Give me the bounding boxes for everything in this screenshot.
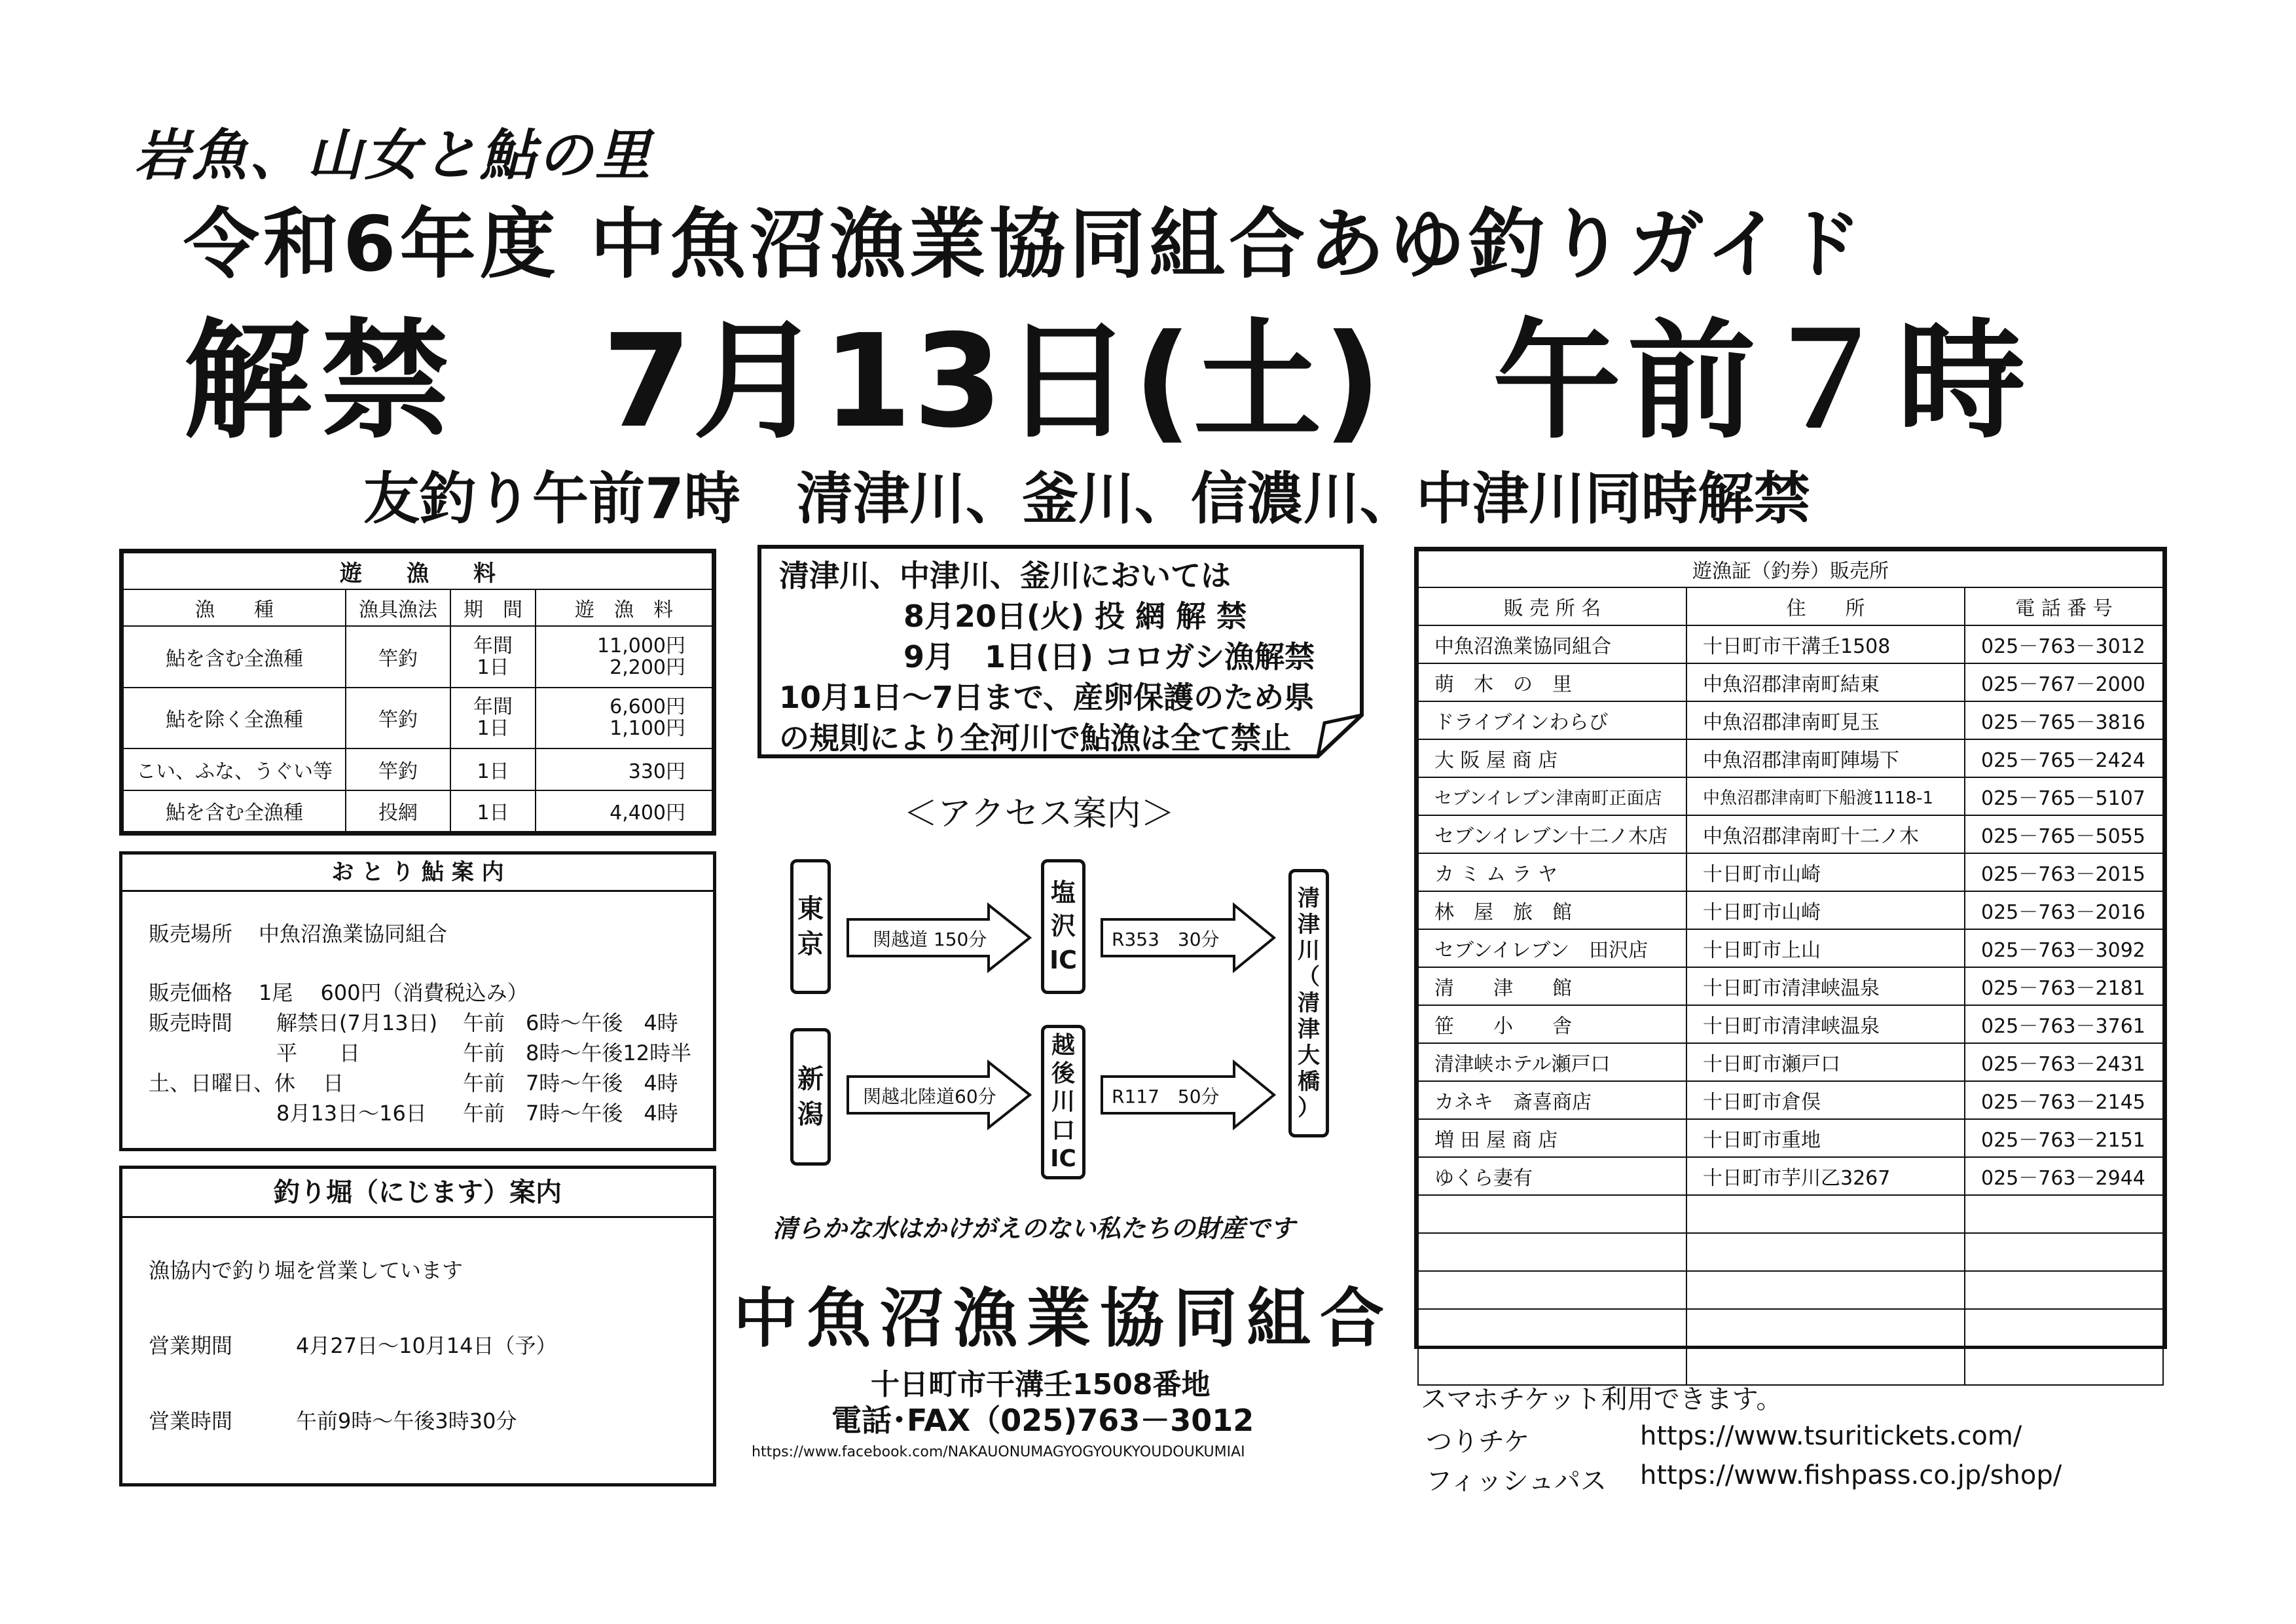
shop-name: 中魚沼漁業協同組合 xyxy=(1418,625,1686,663)
shop-address: 十日町市瀬戸口 xyxy=(1686,1043,1965,1081)
shop-name: 増 田 屋 商 店 xyxy=(1418,1119,1686,1157)
table-row xyxy=(123,626,712,688)
shops-title: 遊漁証（釣券）販売所 xyxy=(1418,551,2163,587)
table-row xyxy=(1418,1043,2163,1081)
fee: 1,100円 xyxy=(610,717,685,741)
tsuribori-title: 釣り堀（にじます）案内 xyxy=(122,1169,713,1218)
notice-text xyxy=(779,555,1315,758)
hours-time: 午前 8時～午後12時半 xyxy=(463,1041,692,1065)
shop-address: 中魚沼郡津南町陣場下 xyxy=(1686,739,1965,777)
fee: 330円 xyxy=(536,748,712,790)
char: 津 xyxy=(1298,1016,1320,1043)
fee: 6,600円 xyxy=(610,695,685,719)
table-row xyxy=(1418,815,2163,853)
shop-name: カ ミ ム ラ ヤ xyxy=(1418,853,1686,891)
hours-day: 8月13日～16日 xyxy=(276,1101,427,1126)
shop-name: セブンイレブン十二ノ木店 xyxy=(1418,815,1686,853)
method: 投網 xyxy=(346,790,450,832)
shop-address: 中魚沼郡津南町結東 xyxy=(1686,663,1965,701)
hours-time: 午前 7時～午後 4時 xyxy=(463,1071,678,1096)
otori-title: お と り 鮎 案 内 xyxy=(122,855,713,892)
hours-time: 午前 7時～午後 4時 xyxy=(463,1101,678,1126)
table-row xyxy=(123,748,712,790)
shop-address: 十日町市倉俣 xyxy=(1686,1081,1965,1119)
shop-name: セブンイレブン 田沢店 xyxy=(1418,929,1686,967)
method: 竿釣 xyxy=(346,626,450,688)
route-label-2: R353 30分 xyxy=(1112,929,1220,950)
shop-phone xyxy=(1965,1271,2163,1309)
hours-time: 午前 6時～午後 4時 xyxy=(463,1010,678,1035)
ticket-name: フィッシュパス xyxy=(1426,1466,1607,1496)
route-label-4: R117 50分 xyxy=(1112,1086,1220,1107)
access-title: ＜アクセス案内＞ xyxy=(903,794,1175,834)
shop-phone: 025－763－3012 xyxy=(1965,625,2163,663)
price-label: 販売価格 xyxy=(149,980,233,1005)
shop-name: セブンイレブン津南町正面店 xyxy=(1418,777,1686,815)
shop-name: 林 屋 旅 館 xyxy=(1418,891,1686,929)
org-phone: 電話･FAX（025)763－3012 xyxy=(831,1403,1254,1438)
species: 鮎を含む全漁種 xyxy=(123,790,346,832)
table-row xyxy=(1418,777,2163,815)
shop-name: ドライブインわらび xyxy=(1418,701,1686,739)
shop-phone xyxy=(1965,1195,2163,1233)
shop-address: 中魚沼郡津南町十二ノ木 xyxy=(1686,815,1965,853)
char: （ xyxy=(1298,963,1320,990)
period: 年間 xyxy=(473,695,513,719)
fees-header: 遊 漁 料 xyxy=(536,589,712,626)
shops-header: 電 話 番 号 xyxy=(1965,587,2163,625)
shop-address: 十日町市干溝壬1508 xyxy=(1686,625,1965,663)
shop-phone: 025－763－3761 xyxy=(1965,1005,2163,1043)
shop-address: 十日町市清津峡温泉 xyxy=(1686,1005,1965,1043)
ticket-url[interactable]: https://www.tsuritickets.com/ xyxy=(1640,1421,2022,1451)
table-row xyxy=(1418,1081,2163,1119)
char: 清 xyxy=(1298,989,1320,1016)
shop-address xyxy=(1686,1271,1965,1309)
tickets-intro: スマホチケット利用できます。 xyxy=(1421,1384,1783,1414)
shop-phone: 025－763－2016 xyxy=(1965,891,2163,929)
species: 鮎を含む全漁種 xyxy=(123,626,346,688)
shop-phone: 025－767－2000 xyxy=(1965,663,2163,701)
shop-address: 十日町市重地 xyxy=(1686,1119,1965,1157)
shop-name: 笹 小 舎 xyxy=(1418,1005,1686,1043)
table-row xyxy=(1418,853,2163,891)
shop-name xyxy=(1418,1271,1686,1309)
table-row xyxy=(123,688,712,749)
notice-line: 8月20日(火) 投 網 解 禁 xyxy=(903,599,1247,634)
kaikin-time: 午前７時 xyxy=(1493,307,2033,456)
fees-panel xyxy=(119,549,716,836)
shops-header: 販 売 所 名 xyxy=(1418,587,1686,625)
species: こい、ふな、うぐい等 xyxy=(123,748,346,790)
shop-phone: 025－763－2145 xyxy=(1965,1081,2163,1119)
char: 川 xyxy=(1298,937,1320,964)
shop-name: 清津峡ホテル瀬戸口 xyxy=(1418,1043,1686,1081)
shops-header: 住 所 xyxy=(1686,587,1965,625)
shop-address: 十日町市山崎 xyxy=(1686,891,1965,929)
shop-name: 萌 木 の 里 xyxy=(1418,663,1686,701)
char: 橋 xyxy=(1298,1069,1320,1096)
table-row xyxy=(1418,1195,2163,1233)
period: 1日 xyxy=(450,790,536,832)
notice-line: の規則により全河川で鮎漁は全て禁止 xyxy=(779,720,1291,756)
period-value: 4月27日～10月14日（予） xyxy=(296,1333,557,1358)
table-row xyxy=(1418,891,2163,929)
shop-address: 十日町市清津峡温泉 xyxy=(1686,967,1965,1005)
table-row xyxy=(1418,1271,2163,1309)
shop-name xyxy=(1418,1195,1686,1233)
shiozawa-box xyxy=(1041,859,1085,994)
table-row xyxy=(1418,929,2163,967)
char: 清 xyxy=(1298,885,1320,912)
guide-title: 令和6年度 中魚沼漁業協同組合あゆ釣りガイド xyxy=(183,200,1866,289)
tagline: 岩魚、山女と鮎の里 xyxy=(134,122,653,187)
fees-title: 遊 漁 料 xyxy=(123,553,712,589)
notice-line: 9月 1日(日) コロガシ漁解禁 xyxy=(903,639,1315,674)
hours-day: 土、日曜日、休 日 xyxy=(149,1071,344,1096)
shop-address xyxy=(1686,1195,1965,1233)
char: 口 xyxy=(1051,1116,1075,1144)
tsuribori-line1: 漁協内で釣り堀を営業しています xyxy=(149,1258,464,1283)
hours-day: 平 日 xyxy=(276,1041,361,1065)
shop-name: 清 津 館 xyxy=(1418,967,1686,1005)
char: IC xyxy=(1050,1145,1076,1172)
niigata-box xyxy=(790,1028,831,1166)
shop-phone: 025－763－2181 xyxy=(1965,967,2163,1005)
shop-address: 中魚沼郡津南町下船渡1118-1 xyxy=(1686,777,1965,815)
shop-address: 十日町市上山 xyxy=(1686,929,1965,967)
fees-header: 漁具漁法 xyxy=(346,589,450,626)
facebook-link[interactable]: https://www.facebook.com/NAKAUONUMAGYOGYOUKYOUDOUKUMIAI xyxy=(752,1444,1245,1460)
price-value: 1尾 600円（消費税込み） xyxy=(259,980,528,1005)
table-row xyxy=(1418,1233,2163,1271)
fees-header: 漁 種 xyxy=(123,589,346,626)
route-label-1: 関越道 150分 xyxy=(873,929,987,950)
char: ） xyxy=(1298,1095,1320,1122)
char: 沢 xyxy=(1050,912,1076,941)
shop-phone: 025－765－5055 xyxy=(1965,815,2163,853)
char: 東 xyxy=(797,894,824,924)
period-label: 営業期間 xyxy=(149,1333,233,1358)
tokyo-box xyxy=(790,859,831,994)
shop-address: 十日町市山崎 xyxy=(1686,853,1965,891)
shop-phone xyxy=(1965,1309,2163,1347)
shops-table xyxy=(1417,550,2164,1386)
period: 年間 xyxy=(473,634,513,657)
ticket-url[interactable]: https://www.fishpass.co.jp/shop/ xyxy=(1640,1460,2062,1490)
shop-name: 大 阪 屋 商 店 xyxy=(1418,739,1686,777)
period: 1日 xyxy=(477,655,509,679)
otori-panel xyxy=(119,851,716,1151)
table-row xyxy=(1418,739,2163,777)
char: 新 xyxy=(797,1064,824,1094)
echigo-box xyxy=(1041,1025,1085,1179)
char: 潟 xyxy=(797,1099,824,1130)
hours-value: 午前9時～午後3時30分 xyxy=(296,1409,517,1433)
shop-phone: 025－765－2424 xyxy=(1965,739,2163,777)
char: 越 xyxy=(1051,1032,1075,1060)
shop-phone: 025－763－3092 xyxy=(1965,929,2163,967)
table-row xyxy=(1418,701,2163,739)
shop-phone xyxy=(1965,1233,2163,1271)
species: 鮎を除く全漁種 xyxy=(123,688,346,749)
hours-label: 販売時間 xyxy=(149,1010,233,1035)
table-row xyxy=(1418,967,2163,1005)
shop-phone: 025－763－2015 xyxy=(1965,853,2163,891)
char: IC xyxy=(1049,945,1078,974)
ticket-name: つりチケ xyxy=(1426,1427,1530,1457)
char: 塩 xyxy=(1050,878,1076,908)
fee: 2,200円 xyxy=(610,655,685,679)
kaikin-date: 7月13日(土) xyxy=(602,307,1383,456)
shop-phone: 025－763－2151 xyxy=(1965,1119,2163,1157)
shop-address xyxy=(1686,1309,1965,1347)
shop-phone: 025－765－3816 xyxy=(1965,701,2163,739)
shop-phone: 025－763－2944 xyxy=(1965,1157,2163,1195)
method: 竿釣 xyxy=(346,748,450,790)
table-row xyxy=(1418,1157,2163,1195)
shop-phone: 025－765－5107 xyxy=(1965,777,2163,815)
period: 1日 xyxy=(477,717,509,741)
table-row xyxy=(1418,663,2163,701)
hours-label: 営業時間 xyxy=(149,1409,233,1433)
slogan: 清らかな水はかけがえのない私たちの財産です xyxy=(773,1213,1296,1243)
char: 京 xyxy=(797,929,824,959)
table-row xyxy=(1418,1119,2163,1157)
shop-name xyxy=(1418,1309,1686,1347)
dest-box xyxy=(1288,869,1329,1137)
table-row xyxy=(1418,1005,2163,1043)
shop-name xyxy=(1418,1233,1686,1271)
notice-line: 清津川、中津川、釜川においては xyxy=(779,558,1231,593)
char: 後 xyxy=(1051,1060,1075,1088)
shop-phone xyxy=(1965,1347,2163,1385)
fee: 11,000円 xyxy=(597,634,685,657)
table-row xyxy=(1418,625,2163,663)
shop-name: カネキ 斎喜商店 xyxy=(1418,1081,1686,1119)
route-label-3: 関越北陸道60分 xyxy=(863,1086,996,1107)
fee: 4,400円 xyxy=(536,790,712,832)
shop-phone: 025－763－2431 xyxy=(1965,1043,2163,1081)
method: 竿釣 xyxy=(346,688,450,749)
fees-header: 期 間 xyxy=(450,589,536,626)
table-row xyxy=(123,790,712,832)
char: 大 xyxy=(1298,1043,1320,1069)
org-address: 十日町市干溝壬1508番地 xyxy=(871,1368,1211,1401)
shop-address xyxy=(1686,1233,1965,1271)
char: 川 xyxy=(1051,1088,1075,1116)
notice-line: 10月1日～7日まで、産卵保護のため県 xyxy=(779,680,1315,715)
period: 1日 xyxy=(450,748,536,790)
subtitle: 友釣り午前7時 清津川、釜川、信濃川、中津川同時解禁 xyxy=(363,466,1810,532)
place-label: 販売場所 xyxy=(149,921,233,946)
shop-address: 十日町市芋川乙3267 xyxy=(1686,1157,1965,1195)
hours-day: 解禁日(7月13日) xyxy=(276,1010,438,1035)
org-name: 中魚沼漁業協同組合 xyxy=(733,1281,1394,1356)
fees-table xyxy=(122,552,713,832)
shop-name: ゆくら妻有 xyxy=(1418,1157,1686,1195)
shops-panel xyxy=(1414,547,2167,1349)
place-value: 中魚沼漁業協同組合 xyxy=(259,921,448,946)
shop-address: 中魚沼郡津南町見玉 xyxy=(1686,701,1965,739)
char: 津 xyxy=(1298,911,1320,938)
table-row xyxy=(1418,1309,2163,1347)
kaikin-label: 解禁 xyxy=(183,307,459,456)
tsuribori-panel xyxy=(119,1166,716,1486)
